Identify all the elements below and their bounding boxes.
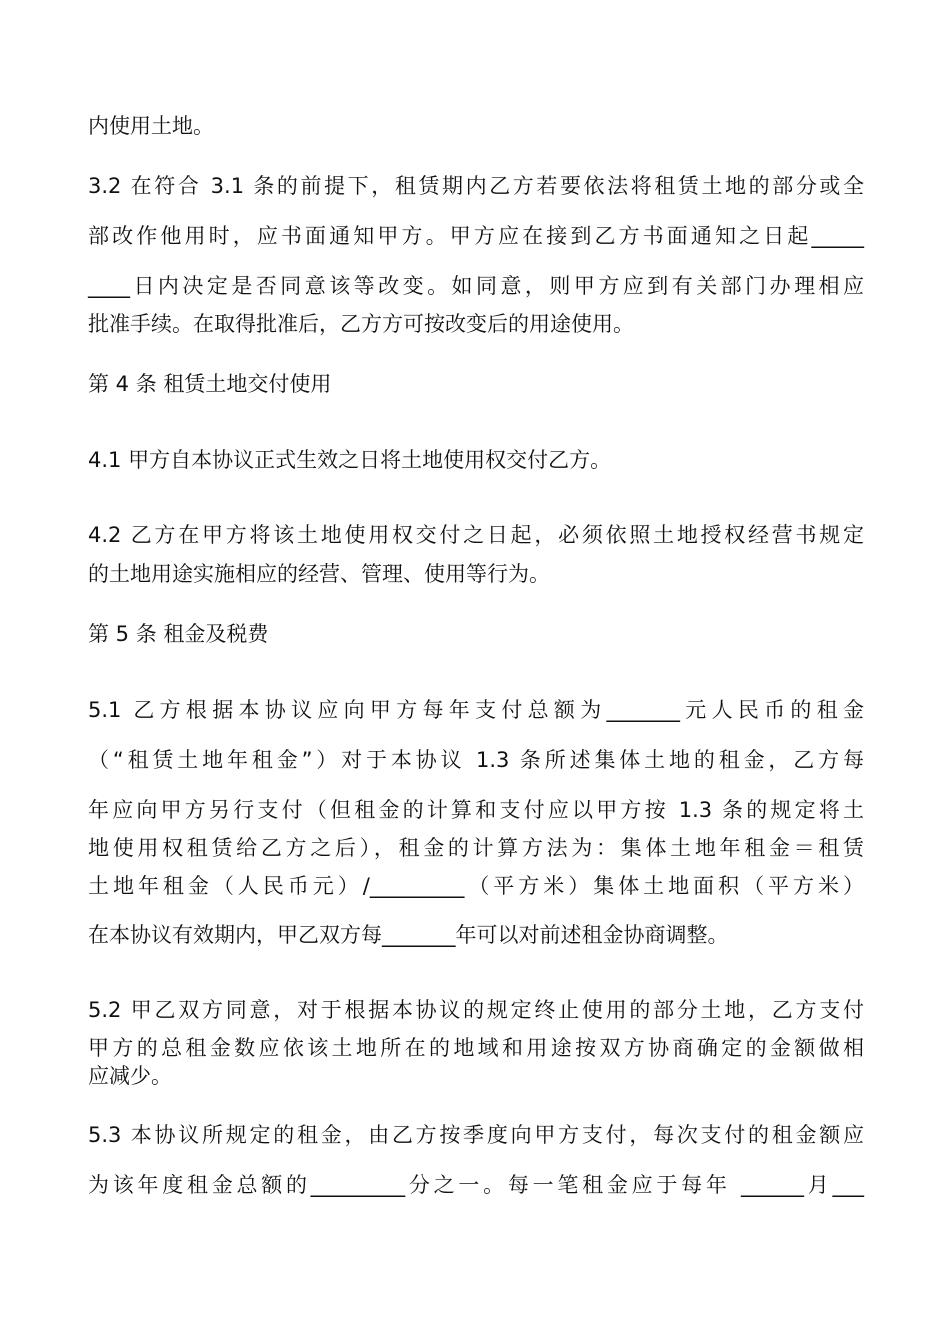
text-line: 在本协议有效期内，甲乙双方每_______年可以对前述租金协商调整。 — [88, 923, 729, 947]
text-line: 应减少。 — [88, 1064, 172, 1088]
text-line: 3.2 在符合 3.1 条的前提下，租赁期内乙方若要依法将租赁土地的部分或全 — [88, 174, 864, 198]
text-line: （“租赁土地年租金”）对于本协议 1.3 条所述集体土地的租金，乙方每 — [88, 748, 864, 772]
text-line: 的土地用途实施相应的经营、管理、使用等行为。 — [88, 562, 550, 586]
text-line: 5.2 甲乙双方同意，对于根据本协议的规定终止使用的部分土地，乙方支付 — [88, 998, 864, 1022]
text-line: ____日内决定是否同意该等改变。如同意，则甲方应到有关部门办理相应 — [88, 274, 864, 298]
section-heading: 第 4 条 租赁土地交付使用 — [88, 372, 332, 396]
text-line: 部改作他用时，应书面通知甲方。甲方应在接到乙方书面通知之日起_____ — [88, 224, 864, 248]
text-line: 年应向甲方另行支付（但租金的计算和支付应以甲方按 1.3 条的规定将土 — [88, 798, 864, 822]
text-line: 土地年租金（人民币元）/_________（平方米）集体土地面积（平方米） — [88, 874, 864, 898]
text-line: 内使用土地。 — [88, 114, 214, 138]
text-line: 5.1 乙方根据本协议应向甲方每年支付总额为_______元人民币的租金 — [88, 698, 864, 722]
text-line: 5.3 本协议所规定的租金，由乙方按季度向甲方支付，每次支付的租金额应 — [88, 1123, 864, 1147]
text-line: 甲方的总租金数应依该土地所在的地域和用途按双方协商确定的金额做相 — [88, 1036, 864, 1060]
text-line: 4.2 乙方在甲方将该土地使用权交付之日起，必须依照土地授权经营书规定 — [88, 523, 864, 547]
text-line: 批准手续。在取得批准后，乙方方可按改变后的用途使用。 — [88, 312, 634, 336]
text-line: 为该年度租金总额的_________分之一。每一笔租金应于每年 ______月___ — [88, 1173, 864, 1197]
text-line: 地使用权租赁给乙方之后），租金的计算方法为：集体土地年租金＝租赁 — [88, 836, 864, 860]
text-line: 4.1 甲方自本协议正式生效之日将土地使用权交付乙方。 — [88, 448, 612, 472]
section-heading: 第 5 条 租金及税费 — [88, 622, 269, 646]
